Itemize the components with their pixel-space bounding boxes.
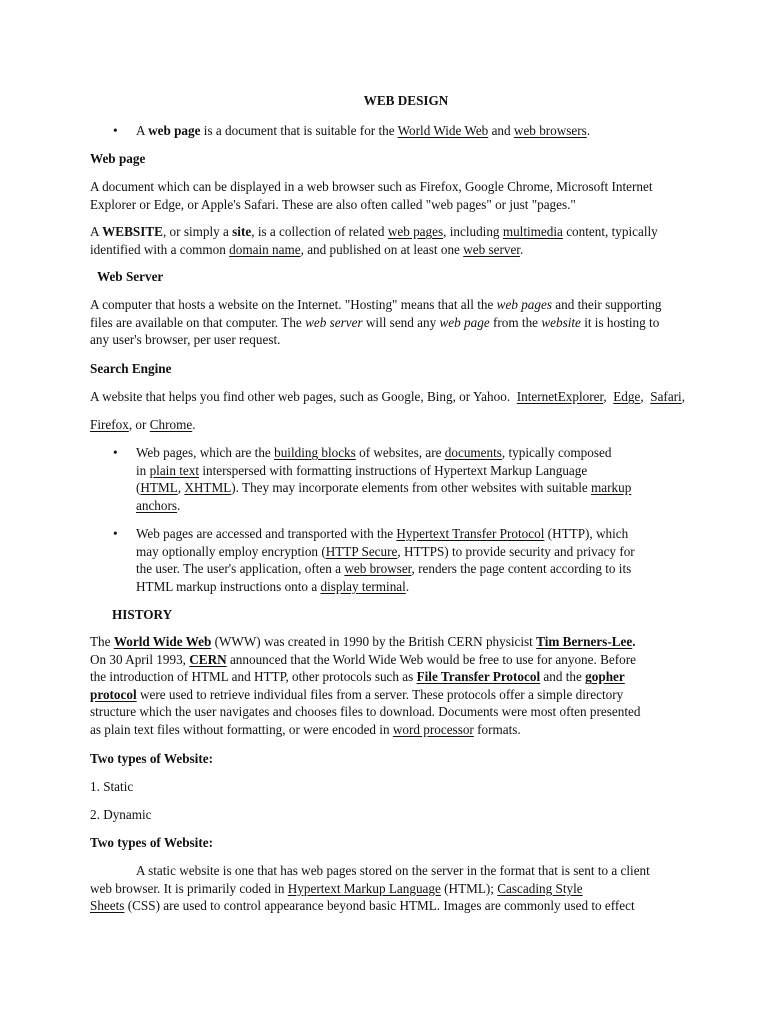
text: On 30 April 1993, bbox=[90, 651, 186, 667]
text-line: A static website is one that has web pages stored on the server in the format that is sent to a client bbox=[136, 863, 650, 878]
link-plain-text[interactable]: plain text bbox=[149, 462, 200, 478]
text-line bbox=[90, 880, 690, 898]
text-line bbox=[90, 668, 690, 686]
text: may optionally employ encryption ( bbox=[136, 543, 326, 559]
text: interspersed with formatting instructions of Hypertext Markup Language bbox=[202, 462, 588, 478]
link-multimedia[interactable]: multimedia bbox=[502, 224, 563, 239]
italic-web-page: web page bbox=[439, 314, 490, 330]
text: from the bbox=[492, 314, 539, 330]
text-line bbox=[90, 296, 690, 314]
text: formats. bbox=[477, 721, 521, 737]
text: were used to retrieve individual files from a server. These protocols offer a simple directory bbox=[139, 686, 624, 702]
website-paragraph bbox=[90, 223, 690, 258]
text: in bbox=[136, 462, 147, 478]
text-line bbox=[136, 560, 696, 578]
text: . bbox=[405, 578, 410, 594]
text: the introduction of HTML and HTTP, other protocols such as bbox=[90, 669, 414, 685]
link-domain-name[interactable]: domain name bbox=[229, 241, 301, 257]
text: . bbox=[192, 417, 196, 432]
link-hypertext-markup-language[interactable]: Hypertext Markup Language bbox=[287, 880, 441, 896]
text-line bbox=[136, 578, 696, 596]
link-building-blocks[interactable]: building blocks bbox=[274, 445, 356, 460]
type-dynamic: 2. Dynamic bbox=[90, 807, 152, 822]
static-website-paragraph bbox=[90, 862, 690, 915]
text: as plain text files without formatting, or were encoded in bbox=[90, 721, 390, 737]
link-protocol[interactable]: protocol bbox=[90, 686, 137, 702]
heading-web-page: Web page bbox=[90, 151, 146, 166]
link-html[interactable]: HTML bbox=[140, 480, 178, 496]
term-website: WEBSITE bbox=[102, 224, 163, 239]
text: , bbox=[640, 389, 644, 404]
heading-types-of-website-2: Two types of Website: bbox=[90, 835, 213, 850]
link-cascading-style-sheets[interactable]: Cascading Style bbox=[497, 880, 583, 896]
text: , bbox=[603, 389, 607, 404]
link-world-wide-web[interactable]: World Wide Web bbox=[397, 123, 489, 138]
text: . bbox=[177, 497, 181, 513]
text: HTML markup instructions onto a bbox=[136, 578, 318, 594]
link-gopher[interactable]: gopher bbox=[585, 669, 625, 685]
link-web-pages[interactable]: web pages bbox=[387, 224, 444, 239]
text-line: any user's browser, per user request. bbox=[90, 332, 281, 348]
search-line-1 bbox=[90, 388, 690, 406]
text: ). They may incorporate elements from other websites with suitable bbox=[231, 480, 588, 496]
text-line bbox=[136, 444, 696, 462]
link-http-secure[interactable]: HTTP Secure bbox=[325, 543, 398, 559]
text: announced that the World Wide Web would be free to use for anyone. Before bbox=[229, 651, 636, 667]
italic-web-server: web server bbox=[305, 314, 363, 330]
link-word-processor[interactable]: word processor bbox=[392, 721, 474, 737]
text: , bbox=[177, 480, 182, 496]
text: , and published on at least one bbox=[300, 241, 460, 257]
text: , or bbox=[128, 417, 147, 432]
text-line: structure which the user navigates and chooses files to download. Documents were most often presented bbox=[90, 704, 641, 720]
text-line: Explorer or Edge, or Apple's Safari. These are also often called "web pages" or just "pages." bbox=[90, 196, 576, 212]
link-http[interactable]: Hypertext Transfer Protocol bbox=[396, 526, 545, 541]
text: , bbox=[681, 389, 686, 404]
text: of websites, are bbox=[359, 445, 442, 460]
text: it is hosting to bbox=[584, 314, 660, 330]
text-line bbox=[90, 721, 690, 739]
italic-website: website bbox=[541, 314, 581, 330]
link-edge[interactable]: Edge bbox=[613, 389, 641, 404]
text: web browser. It is primarily coded in bbox=[90, 880, 285, 896]
heading-types-of-website: Two types of Website: bbox=[90, 751, 213, 766]
link-sheets[interactable]: Sheets bbox=[90, 898, 125, 914]
text: Web pages, which are the bbox=[136, 445, 271, 460]
text: (HTTP), which bbox=[547, 526, 629, 541]
link-xhtml[interactable]: XHTML bbox=[184, 480, 232, 496]
text: and bbox=[491, 123, 511, 138]
term-web-page: web page bbox=[148, 123, 201, 138]
term-site: site bbox=[232, 224, 252, 239]
bullet-web-pages-transport bbox=[136, 525, 696, 595]
link-file-transfer-protocol[interactable]: File Transfer Protocol bbox=[416, 669, 541, 685]
link-chrome[interactable]: Chrome bbox=[149, 417, 193, 432]
link-firefox[interactable]: Firefox bbox=[90, 417, 129, 432]
text-line bbox=[136, 462, 696, 480]
text-line bbox=[90, 241, 690, 259]
text: The bbox=[90, 634, 111, 649]
text-line bbox=[90, 314, 690, 332]
text-line bbox=[90, 651, 690, 669]
link-tim-berners-lee[interactable]: Tim Berners-Lee bbox=[536, 634, 633, 649]
text: content, typically bbox=[566, 224, 658, 239]
text: . bbox=[632, 634, 636, 649]
text-line bbox=[90, 223, 690, 241]
text-line bbox=[136, 497, 696, 515]
text: (HTML); bbox=[444, 880, 494, 896]
text: the user. The user's application, often a bbox=[136, 561, 342, 577]
text: , including bbox=[443, 224, 500, 239]
heading-history: HISTORY bbox=[112, 607, 173, 622]
text: ( bbox=[136, 480, 141, 496]
text: . bbox=[586, 123, 591, 138]
text-line bbox=[90, 686, 690, 704]
webserver-paragraph bbox=[90, 296, 690, 349]
text: A computer that hosts a website on the Internet. "Hosting" means that all the bbox=[90, 297, 494, 312]
link-anchors[interactable]: anchors bbox=[136, 497, 178, 513]
link-cern[interactable]: CERN bbox=[189, 651, 227, 667]
document-title: WEB DESIGN bbox=[363, 93, 449, 108]
intro-line bbox=[136, 122, 696, 140]
history-paragraph bbox=[90, 633, 690, 739]
bullet-marker: • bbox=[113, 123, 118, 138]
text: A website that helps you find other web pages, such as Google, Bing, or Yahoo. bbox=[90, 389, 511, 404]
text: , or simply a bbox=[162, 224, 229, 239]
bullet-marker: • bbox=[113, 445, 118, 460]
text-line bbox=[90, 633, 690, 651]
link-web-browser[interactable]: web browser bbox=[344, 561, 412, 577]
link-web-browsers[interactable]: web browsers bbox=[513, 123, 587, 138]
text: and their supporting bbox=[555, 297, 662, 312]
text: , typically composed bbox=[501, 445, 612, 460]
link-internet-explorer[interactable]: InternetExplorer bbox=[516, 389, 604, 404]
link-web-server[interactable]: web server bbox=[463, 241, 520, 257]
text: A bbox=[90, 224, 99, 239]
text: , HTTPS) to provide security and privacy for bbox=[397, 543, 635, 559]
heading-web-server: Web Server bbox=[97, 269, 164, 284]
link-display-terminal[interactable]: display terminal bbox=[320, 578, 406, 594]
text: , is a collection of related bbox=[251, 224, 385, 239]
text-line bbox=[136, 479, 696, 497]
bullet-marker: • bbox=[113, 526, 118, 541]
link-safari[interactable]: Safari bbox=[650, 389, 682, 404]
link-world-wide-web-bold[interactable]: World Wide Web bbox=[113, 634, 212, 649]
text: (CSS) are used to control appearance beyond basic HTML. Images are commonly used to effect bbox=[127, 898, 635, 914]
text: files are available on that computer. The bbox=[90, 314, 302, 330]
text-line bbox=[136, 525, 696, 543]
text: , renders the page content according to its bbox=[411, 561, 632, 577]
text: (WWW) was created in 1990 by the British CERN physicist bbox=[214, 634, 533, 649]
text: is a document that is suitable for the bbox=[203, 123, 395, 138]
heading-search-engine: Search Engine bbox=[90, 361, 172, 376]
text: Web pages are accessed and transported with the bbox=[136, 526, 394, 541]
text: will send any bbox=[365, 314, 437, 330]
text: . bbox=[519, 241, 524, 257]
italic-web-pages: web pages bbox=[496, 297, 552, 312]
search-line-2 bbox=[90, 416, 690, 434]
text-line bbox=[90, 897, 690, 915]
type-static: 1. Static bbox=[90, 779, 134, 794]
link-markup-anchors[interactable]: markup bbox=[591, 480, 632, 496]
text: and the bbox=[543, 669, 582, 685]
webpage-paragraph bbox=[90, 178, 690, 213]
text: identified with a common bbox=[90, 241, 226, 257]
text-line bbox=[136, 543, 696, 561]
text: A bbox=[136, 123, 145, 138]
link-documents[interactable]: documents bbox=[444, 445, 502, 460]
text-line: A document which can be displayed in a web browser such as Firefox, Google Chrome, Microsoft Internet bbox=[90, 179, 653, 194]
bullet-web-pages-composition bbox=[136, 444, 696, 514]
